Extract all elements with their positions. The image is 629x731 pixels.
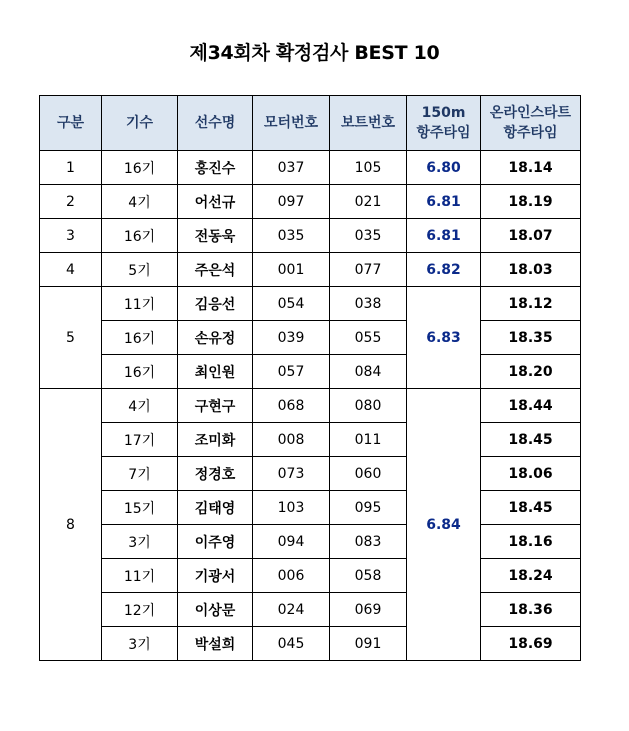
motor-cell: 094 (253, 525, 330, 559)
name-cell: 기광서 (178, 559, 253, 593)
motor-cell: 035 (253, 219, 330, 253)
online-time-cell: 18.69 (481, 627, 581, 661)
time150-cell: 6.84 (407, 389, 481, 661)
name-cell: 박설희 (178, 627, 253, 661)
header-150m-time (407, 96, 481, 151)
online-time-cell: 18.45 (481, 491, 581, 525)
name-cell: 김응선 (178, 287, 253, 321)
name-cell: 이주영 (178, 525, 253, 559)
header-150m-line2: 항주타임 (416, 125, 471, 141)
term-cell: 7기 (102, 457, 178, 491)
term-cell: 11기 (102, 559, 178, 593)
motor-cell: 054 (253, 287, 330, 321)
term-cell: 15기 (102, 491, 178, 525)
table-row (40, 627, 581, 661)
motor-cell: 008 (253, 423, 330, 457)
boat-cell: 080 (330, 389, 407, 423)
online-time-cell: 18.07 (481, 219, 581, 253)
boat-cell: 069 (330, 593, 407, 627)
header-term: 기수 (102, 96, 178, 151)
motor-cell: 068 (253, 389, 330, 423)
name-cell: 조미화 (178, 423, 253, 457)
motor-cell: 001 (253, 253, 330, 287)
boat-cell: 011 (330, 423, 407, 457)
boat-cell: 095 (330, 491, 407, 525)
online-time-cell: 18.19 (481, 185, 581, 219)
online-time-cell: 18.35 (481, 321, 581, 355)
header-rank: 구분 (40, 96, 102, 151)
boat-cell: 083 (330, 525, 407, 559)
name-cell: 구현구 (178, 389, 253, 423)
table-row (40, 355, 581, 389)
online-time-cell: 18.14 (481, 151, 581, 185)
name-cell: 주은석 (178, 253, 253, 287)
boat-cell: 055 (330, 321, 407, 355)
header-boat: 보트번호 (330, 96, 407, 151)
motor-cell: 024 (253, 593, 330, 627)
rank-cell: 2 (40, 185, 102, 219)
boat-cell: 091 (330, 627, 407, 661)
page-title: 제34회차 확정검사 BEST 10 (189, 42, 440, 64)
boat-cell: 077 (330, 253, 407, 287)
motor-cell: 045 (253, 627, 330, 661)
header-row (40, 96, 581, 151)
boat-cell: 058 (330, 559, 407, 593)
motor-cell: 057 (253, 355, 330, 389)
header-motor: 모터번호 (253, 96, 330, 151)
term-cell: 5기 (102, 253, 178, 287)
term-cell: 3기 (102, 525, 178, 559)
term-cell: 17기 (102, 423, 178, 457)
name-cell: 어선규 (178, 185, 253, 219)
table-row (40, 253, 581, 287)
term-cell: 16기 (102, 321, 178, 355)
motor-cell: 097 (253, 185, 330, 219)
motor-cell: 006 (253, 559, 330, 593)
best10-table (39, 95, 581, 661)
rank-cell: 3 (40, 219, 102, 253)
boat-cell: 060 (330, 457, 407, 491)
table-row (40, 457, 581, 491)
table-row (40, 423, 581, 457)
term-cell: 11기 (102, 287, 178, 321)
rank-cell: 8 (40, 389, 102, 661)
time150-cell: 6.81 (407, 219, 481, 253)
boat-cell: 038 (330, 287, 407, 321)
term-cell: 16기 (102, 151, 178, 185)
online-time-cell: 18.12 (481, 287, 581, 321)
boat-cell: 035 (330, 219, 407, 253)
name-cell: 홍진수 (178, 151, 253, 185)
header-online-line1: 온라인스타트 (489, 105, 572, 121)
rank-cell: 1 (40, 151, 102, 185)
table-row (40, 593, 581, 627)
online-time-cell: 18.20 (481, 355, 581, 389)
online-time-cell: 18.24 (481, 559, 581, 593)
online-time-cell: 18.45 (481, 423, 581, 457)
name-cell: 전동욱 (178, 219, 253, 253)
table-row (40, 525, 581, 559)
header-name: 선수명 (178, 96, 253, 151)
online-time-cell: 18.36 (481, 593, 581, 627)
online-time-cell: 18.06 (481, 457, 581, 491)
time150-cell: 6.81 (407, 185, 481, 219)
name-cell: 최인원 (178, 355, 253, 389)
time150-cell: 6.80 (407, 151, 481, 185)
header-150m-line1: 150m (421, 105, 466, 121)
table-row (40, 287, 581, 321)
name-cell: 손유정 (178, 321, 253, 355)
time150-cell: 6.83 (407, 287, 481, 389)
motor-cell: 103 (253, 491, 330, 525)
name-cell: 이상문 (178, 593, 253, 627)
boat-cell: 084 (330, 355, 407, 389)
time150-cell: 6.82 (407, 253, 481, 287)
table-row (40, 491, 581, 525)
header-online-line2: 항주타임 (503, 125, 558, 141)
name-cell: 김태영 (178, 491, 253, 525)
header-online-time (481, 96, 581, 151)
online-time-cell: 18.03 (481, 253, 581, 287)
term-cell: 16기 (102, 355, 178, 389)
rank-cell: 4 (40, 253, 102, 287)
table-row (40, 559, 581, 593)
term-cell: 16기 (102, 219, 178, 253)
motor-cell: 039 (253, 321, 330, 355)
table-row (40, 321, 581, 355)
term-cell: 4기 (102, 185, 178, 219)
name-cell: 정경호 (178, 457, 253, 491)
table-row (40, 185, 581, 219)
motor-cell: 037 (253, 151, 330, 185)
online-time-cell: 18.16 (481, 525, 581, 559)
term-cell: 3기 (102, 627, 178, 661)
table-row (40, 389, 581, 423)
table-row (40, 219, 581, 253)
table-row (40, 151, 581, 185)
term-cell: 12기 (102, 593, 178, 627)
motor-cell: 073 (253, 457, 330, 491)
rank-cell: 5 (40, 287, 102, 389)
term-cell: 4기 (102, 389, 178, 423)
online-time-cell: 18.44 (481, 389, 581, 423)
boat-cell: 105 (330, 151, 407, 185)
boat-cell: 021 (330, 185, 407, 219)
